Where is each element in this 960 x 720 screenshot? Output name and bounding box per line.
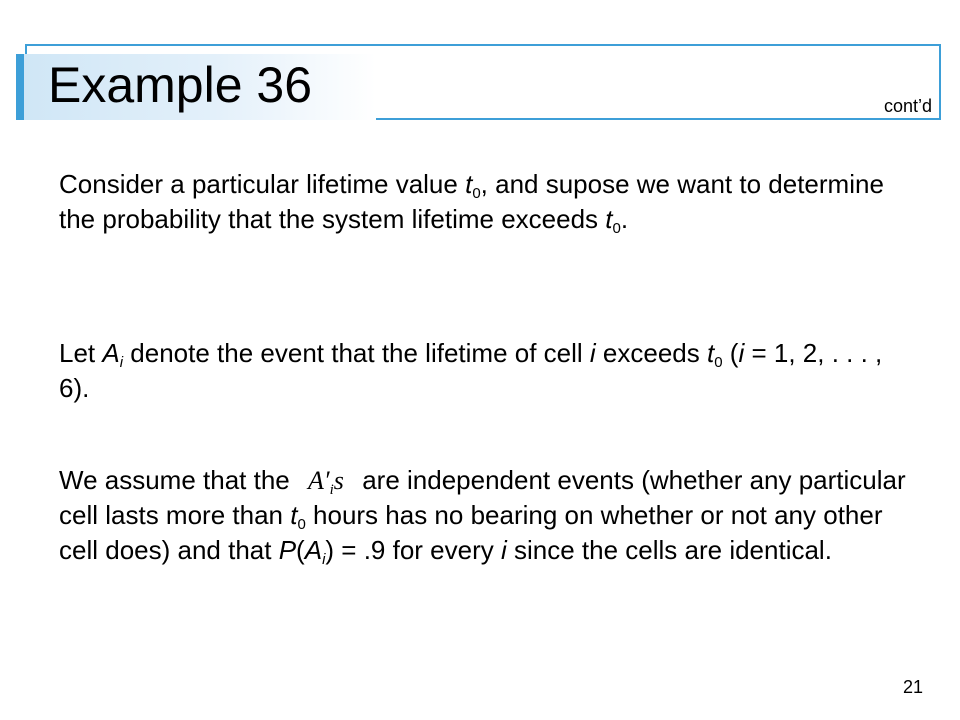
paragraph-lifetime: Consider a particular lifetime value $t_0$, and supose we want to determine the probability that the system lifetime exceeds $t_0$. (59, 169, 884, 237)
paragraph-independence: We assume that the $A'_is$ are independent events (whether any particular cell lasts more than $t_0$ hours has no bearing on whether or not any other cell does) and that $P(A_i) = .9$ for every i since the cells are identical. (59, 465, 906, 568)
continued-label: cont’d (883, 96, 932, 116)
title-accent-bar (16, 54, 24, 120)
paragraph-event-definition: Let $A_i$ denote the event that the lifetime of cell i exceeds $t_0$ (i = 1, 2, . . . , 6). (59, 338, 883, 403)
page-number: 21 (902, 677, 923, 697)
slide-title: Example 36 (48, 57, 313, 113)
inline-formula-ai-s: $A'_is$ (308, 466, 344, 498)
